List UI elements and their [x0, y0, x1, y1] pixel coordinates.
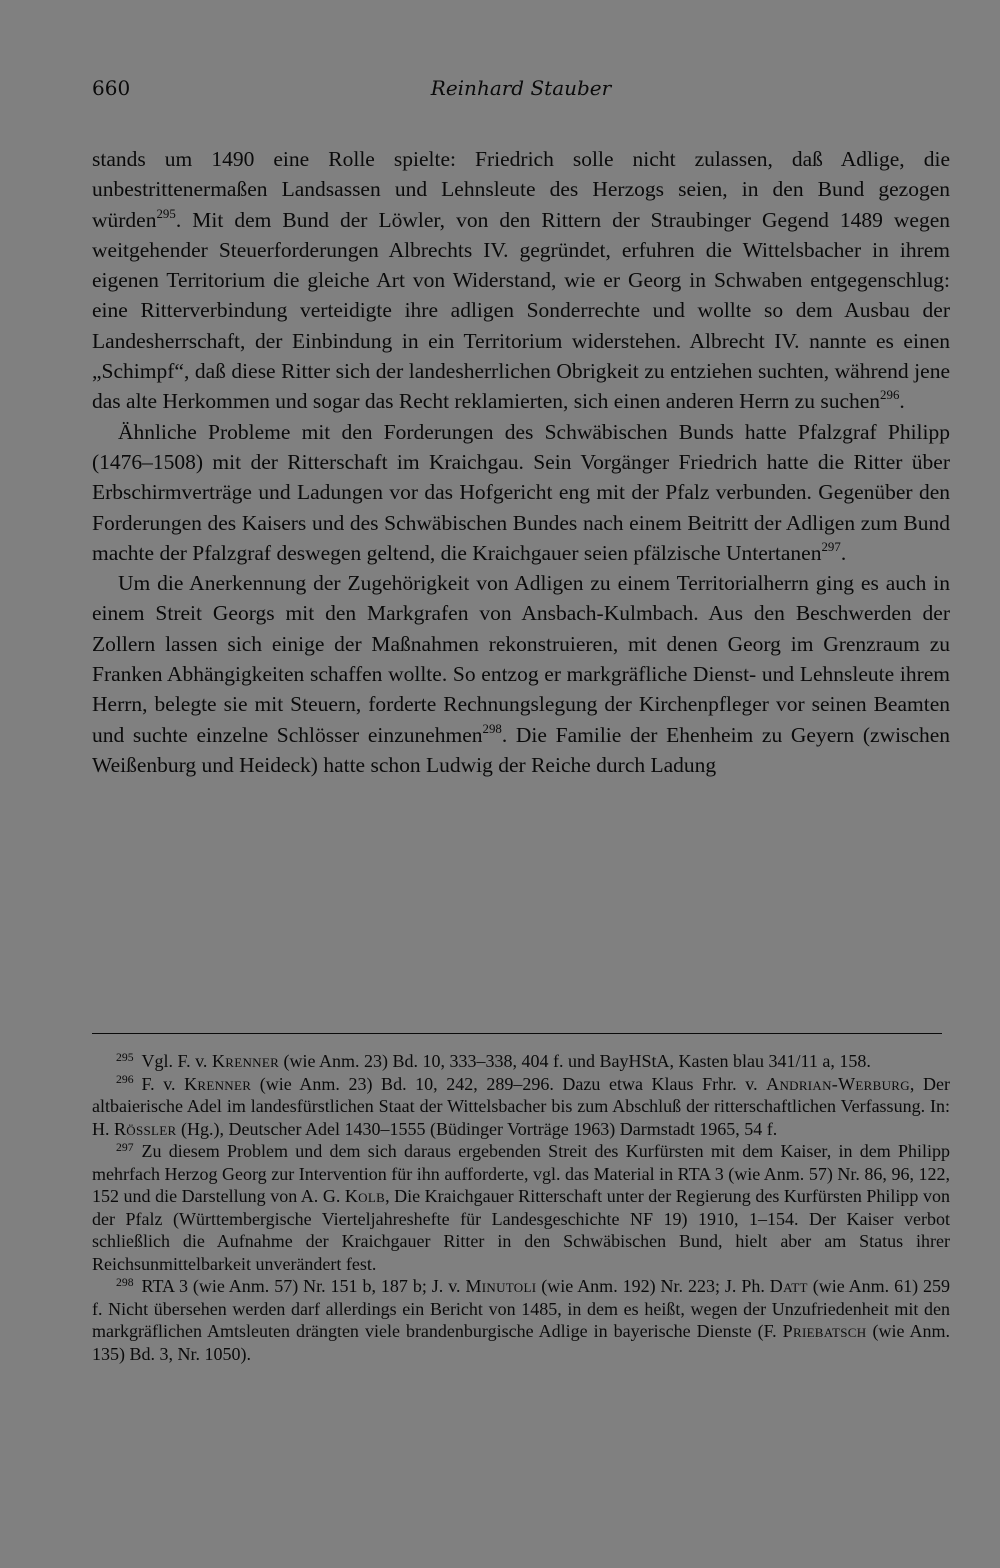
footnote-ref-297[interactable]: 297: [821, 539, 841, 554]
footnote-number: 297: [116, 1140, 134, 1154]
author-name: Datt: [769, 1276, 808, 1296]
text-run: Vgl. F. v.: [141, 1051, 212, 1071]
footnote-296: [92, 1073, 950, 1141]
paragraph-2: [92, 417, 950, 568]
text-run: (wie Anm. 23) Bd. 10, 242, 289–296. Dazu etwa Klaus Frhr. v.: [251, 1073, 767, 1094]
body-text: [92, 144, 950, 780]
text-run: (wie Anm. 135) Bd. 3, Nr. 1050).: [92, 1321, 950, 1364]
footnote-298: [92, 1275, 950, 1365]
author-name: Andrian-Werburg: [766, 1073, 910, 1094]
text-run: . Mit dem Bund der Löwler, von den Rittern der Straubinger Gegend 1489 wegen weitgehender Steuerforderungen Albrechts IV. gegründet, erfuhren die Wittelsbacher in ihrem eigenen Territorium die gleiche Art von Widerstand, wie er Georg in Schwaben entgegenschlug: eine Ritterverbindung verteidigte ihre adligen Sonderrechte und wollte so dem Ausbau der Landesherrschaft, der Einbindung in ein Territorium widerstehen. Albrecht IV. nannte es einen „Schimpf“, daß diese Ritter sich der landesherrlichen Obrigkeit zu entziehen suchten, während jene das alte Herkommen und sogar das Recht reklamierten, sich einen anderen Herrn zu suchen: [92, 207, 950, 414]
text-run: (wie Anm. 23) Bd. 10, 333–338, 404 f. und BayHStA, Kasten blau 341/11 a, 158.: [279, 1051, 871, 1071]
footnote-ref-298[interactable]: 298: [482, 721, 502, 736]
running-head: [92, 76, 950, 106]
footnote-295: [92, 1050, 950, 1073]
footnotes: [92, 1050, 950, 1365]
author-name: Priebatsch: [782, 1321, 867, 1341]
author-name: Krenner: [184, 1073, 252, 1094]
text-run: Ähnliche Probleme mit den Forderungen des Schwäbischen Bunds hatte Pfalzgraf Philipp (1476–1508) mit der Ritterschaft im Kraichgau. Sein Vorgänger Friedrich hatte die Ritter über Erbschirmverträge und Ladungen vor das Hofgericht eng mit der Pfalz verbunden. Gegenüber den Forderungen des Kaisers und des Schwäbischen Bundes nach einem Beitritt der Adligen zum Bund machte der Pfalzgraf deswegen geltend, die Kraichgauer seien pfälzische Untertanen: [92, 419, 950, 565]
text-run: , Der altbaierische Adel im landesfürstlichen Staat der Wittelsbacher bis zum Abschluß der ritterschaftlichen Verfassung. In: H.: [92, 1073, 950, 1139]
paragraph-1: [92, 144, 950, 417]
footnote-ref-295[interactable]: 295: [156, 206, 176, 221]
footnote-number: 298: [116, 1275, 134, 1289]
author-name: Kolb: [344, 1186, 386, 1206]
page-number: 660: [92, 76, 131, 100]
text-run: stands um 1490 eine Rolle spielte: Friedrich solle nicht zulassen, daß Adlige, die unbestrittenermaßen Landsassen und Lehnsleute des Herzogs seien, in den Bund gezogen würden: [92, 147, 950, 232]
text-run: .: [840, 540, 847, 565]
text-run: Zu diesem Problem und dem sich daraus ergebenden Streit des Kurfürsten mit dem Kaiser, in dem Philipp mehrfach Herzog Georg zur Intervention für ihn aufforderte, vgl. das Material in RTA 3 (wie Anm. 57) Nr. 86, 96, 122, 152 und die Darstellung von A. G.: [92, 1141, 950, 1206]
paragraph-3: [92, 568, 950, 780]
footnote-divider: [92, 1033, 942, 1034]
running-title: Reinhard Stauber: [430, 76, 612, 100]
author-name: Rössler: [114, 1118, 177, 1139]
author-name: Minutoli: [465, 1276, 537, 1296]
footnote-number: 295: [116, 1050, 134, 1064]
text-run: Um die Anerkennung der Zugehörigkeit von Adligen zu einem Territorialherrn ging es auch in einem Streit Georgs mit den Markgrafen von Ansbach-Kulmbach. Aus den Beschwerden der Zollern lassen sich einige der Maßnahmen rekonstruieren, mit denen Georg im Grenzraum zu Franken Abhängigkeiten schaffen wollte. So entzog er markgräfliche Dienst- und Lehnsleute ihrem Herrn, belegte sie mit Steuern, forderte Rechnungslegung der Kirchenpfleger vor seinen Beamten und suchte einzelne Schlösser einzunehmen: [92, 571, 950, 747]
text-run: (Hg.), Deutscher Adel 1430–1555 (Büdinger Vorträge 1963) Darmstadt 1965, 54 f.: [176, 1118, 778, 1139]
text-run: . Die Familie der Ehenheim zu Geyern (zwischen Weißenburg und Heideck) hatte schon Ludwig der Reiche durch Ladung: [92, 722, 950, 777]
footnote-number: 296: [116, 1073, 134, 1087]
text-run: .: [899, 389, 905, 414]
footnote-297: [92, 1140, 950, 1275]
author-name: Krenner: [211, 1051, 280, 1071]
text-run: RTA 3 (wie Anm. 57) Nr. 151 b, 187 b; J. v.: [141, 1276, 466, 1296]
text-run: (wie Anm. 61) 259 f. Nicht übersehen werden darf allerdings ein Bericht von 1485, in dem es heißt, wegen der Unzufriedenheit mit den markgräflichen Amtsleuten drängten viele brandenburgische Adlige in bayerische Dienste (F.: [92, 1276, 950, 1341]
footnote-ref-296[interactable]: 296: [880, 388, 900, 403]
text-run: F. v.: [141, 1073, 185, 1094]
text-run: (wie Anm. 192) Nr. 223; J. Ph.: [536, 1276, 770, 1296]
text-run: , Die Kraichgauer Ritterschaft unter der Regierung des Kurfürsten Philipp von der Pfalz (Württembergische Vierteljahreshefte für Landesgeschichte NF 19) 1910, 1–154. Der Kaiser verbot schließlich die Aufnahme der Kraichgauer Ritter in den Schwäbischen Bund, hielt aber am Status ihrer Reichsunmittelbarkeit unverändert fest.: [92, 1186, 950, 1274]
